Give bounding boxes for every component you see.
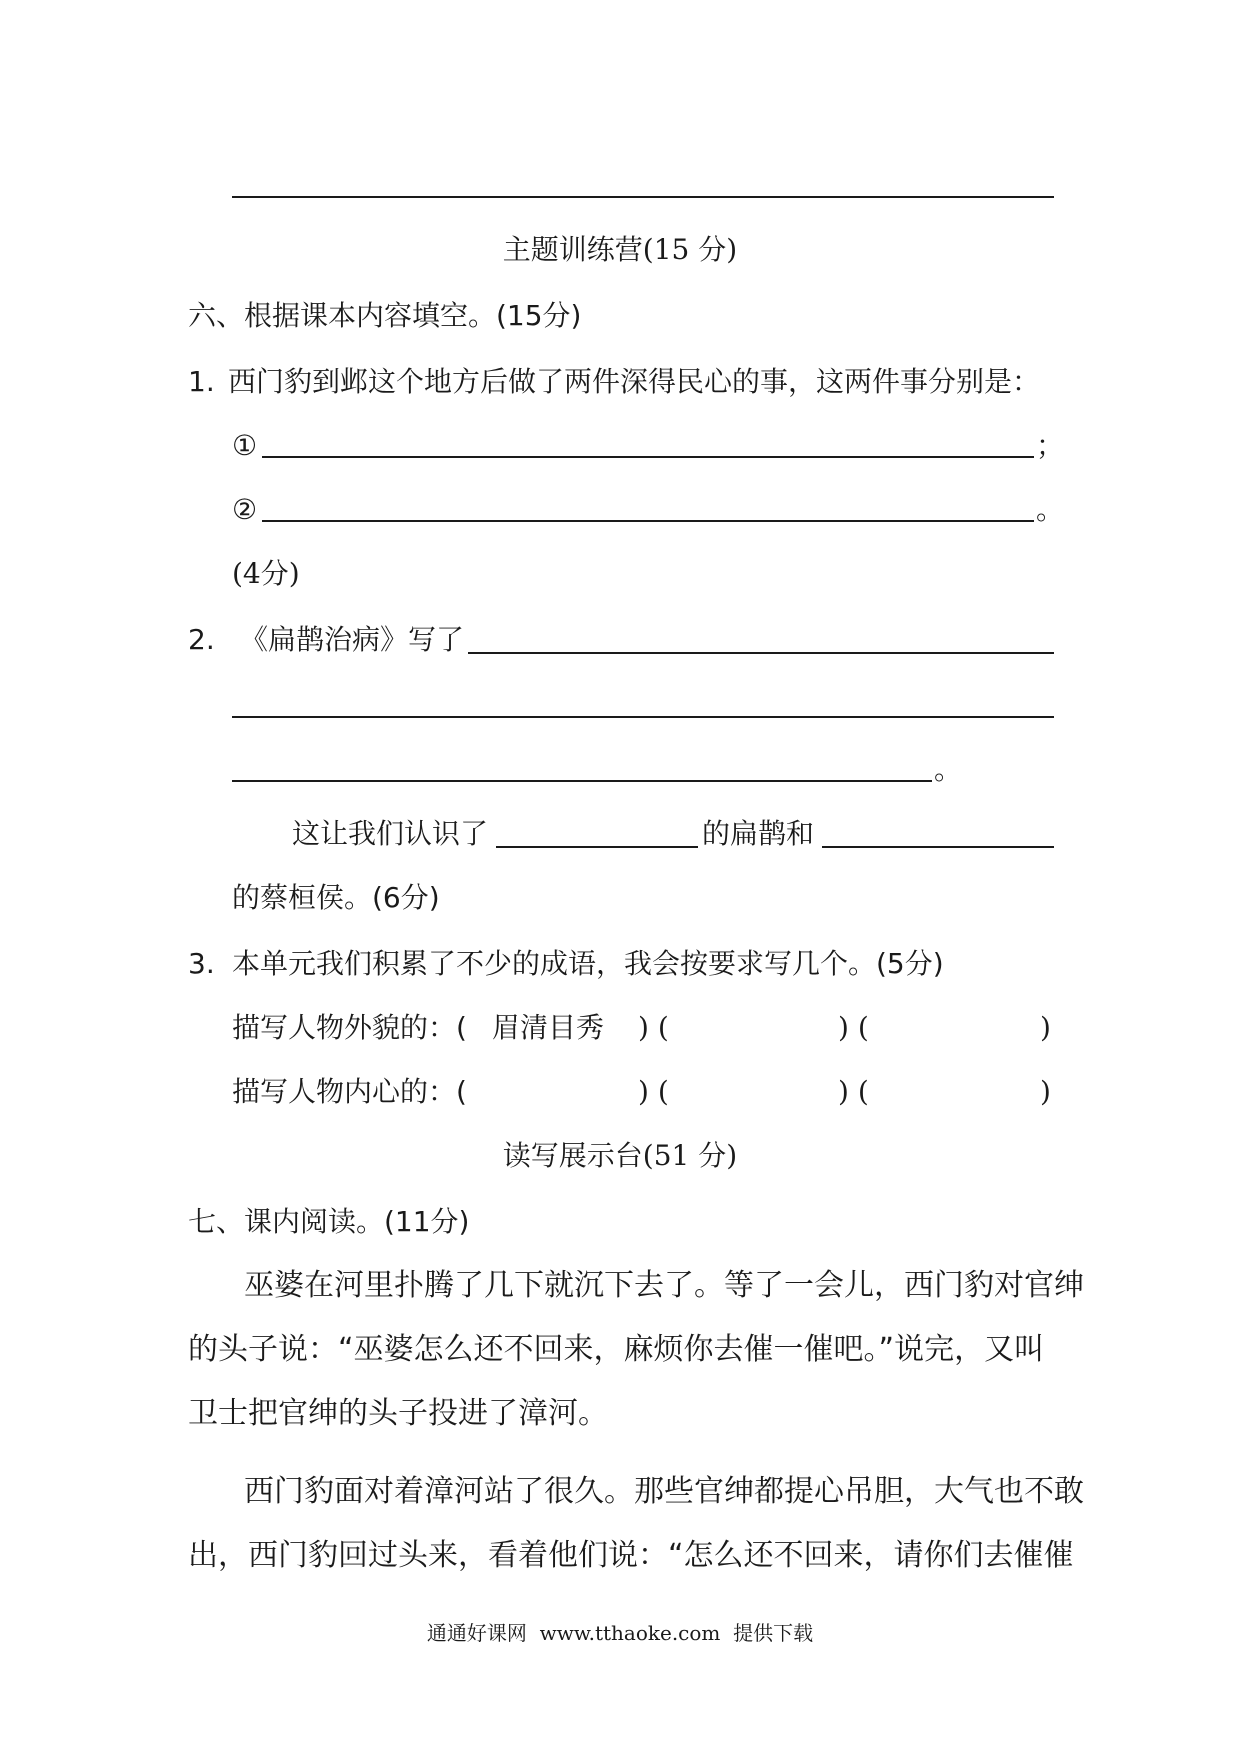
- idiom-row1-sep1: ) (: [638, 1011, 669, 1044]
- passage-line: 西门豹面对着漳河站了很久。那些官绅都提心吊胆，大气也不敢: [244, 1474, 1084, 1509]
- passage-line: 巫婆在河里扑腾了几下就沉下去了。等了一会儿，西门豹对官绅: [244, 1268, 1084, 1303]
- answer-line-7[interactable]: [822, 846, 1054, 848]
- idiom-row1-label: 描写人物外貌的：(: [232, 1011, 467, 1044]
- idiom-row2-close: ): [1040, 1075, 1051, 1108]
- q6-item2-end: 。: [934, 753, 963, 786]
- q6-item1-number: 1.: [188, 365, 215, 398]
- answer-line-3[interactable]: [468, 652, 1054, 654]
- idiom-row2-label: 描写人物内心的：(: [232, 1075, 467, 1108]
- section-header-read-write: 读写展示台(51 分): [502, 1139, 738, 1172]
- answer-line-5[interactable]: [232, 780, 932, 782]
- answer-line-1[interactable]: [262, 456, 1034, 458]
- footer-credit: 通通好课网 www.tthaoke.com 提供下载: [426, 1621, 814, 1645]
- idiom-row1-sep2: ) (: [838, 1011, 869, 1044]
- q6-item3-text: 本单元我们积累了不少的成语，我会按要求写几个。(5分): [232, 947, 944, 980]
- passage-line: 卫士把官绅的头子投进了漳河。: [188, 1396, 608, 1431]
- q6-item2-line2b: 的扁鹊和: [702, 817, 815, 850]
- idiom-row2-sep1: ) (: [638, 1075, 669, 1108]
- q6-item2-number: 2.: [188, 623, 215, 656]
- q6-item1-mark2: ②: [232, 493, 258, 526]
- passage-line: 出，西门豹回过头来，看着他们说：“怎么还不回来，请你们去催催: [188, 1538, 1074, 1573]
- idiom-row2-sep2: ) (: [838, 1075, 869, 1108]
- answer-line-2[interactable]: [262, 520, 1034, 522]
- section-header-theme: 主题训练营(15 分): [502, 233, 738, 266]
- q6-item1-mark1: ①: [232, 429, 258, 462]
- q6-item1-text: 西门豹到邺这个地方后做了两件深得民心的事，这两件事分别是：: [228, 365, 1041, 398]
- question-7-title: 七、课内阅读。(11分): [188, 1205, 470, 1238]
- q6-item2-line2a: 这让我们认识了: [292, 817, 489, 850]
- answer-line-6[interactable]: [496, 846, 698, 848]
- q6-item2-text: 《扁鹊治病》写了: [240, 623, 465, 656]
- q6-item3-number: 3.: [188, 947, 215, 980]
- q6-item2-line3: 的蔡桓侯。(6分): [232, 881, 440, 914]
- q6-item1-score: (4分): [232, 557, 300, 590]
- top-rule: [232, 196, 1054, 198]
- q6-item1-end2: 。: [1036, 493, 1065, 526]
- question-6-title: 六、根据课本内容填空。(15分): [188, 299, 582, 332]
- idiom-example: 眉清目秀: [492, 1011, 605, 1044]
- q6-item1-end1: ；: [1036, 429, 1065, 462]
- idiom-row1-close: ): [1040, 1011, 1051, 1044]
- answer-line-4[interactable]: [232, 716, 1054, 718]
- passage-line: 的头子说：“巫婆怎么还不回来，麻烦你去催一催吧。”说完，又叫: [188, 1332, 1045, 1367]
